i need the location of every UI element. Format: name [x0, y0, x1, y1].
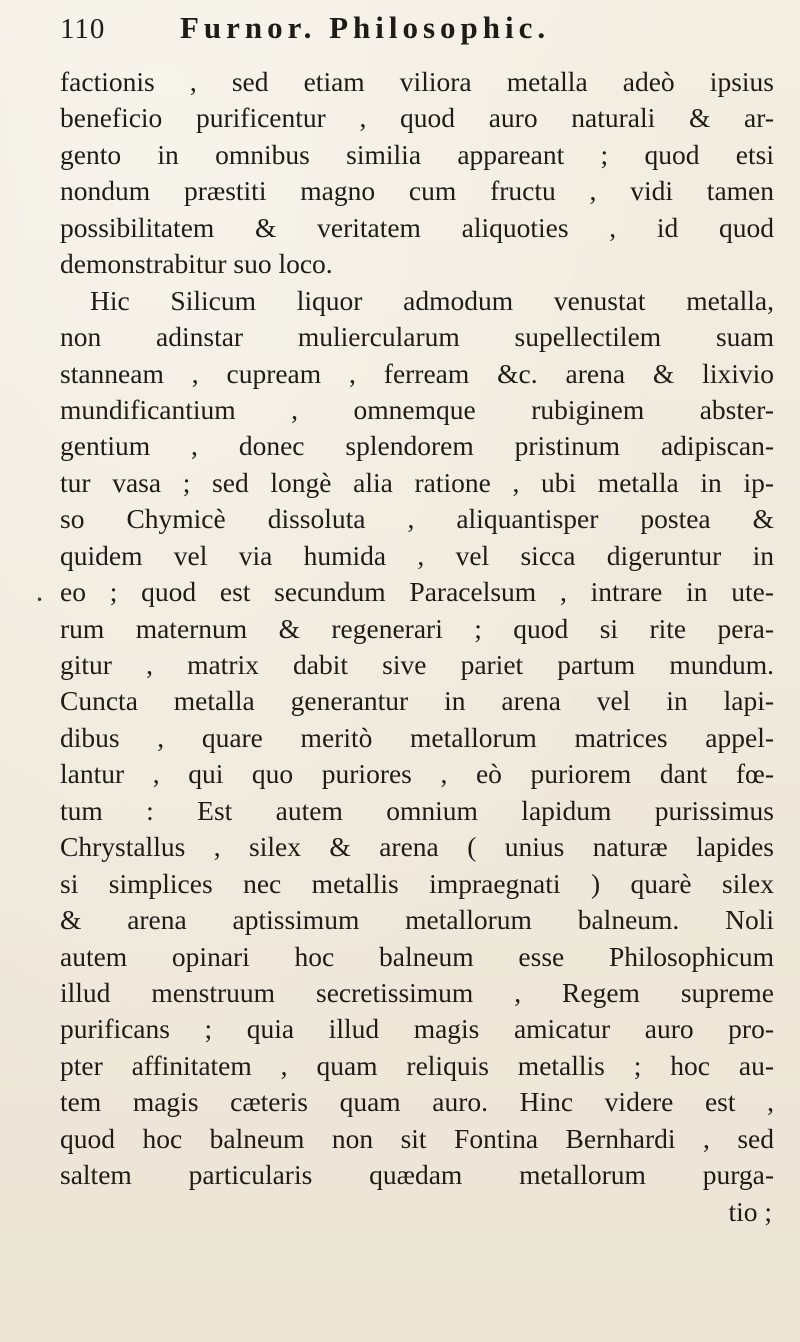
text-line: nondum præstiti magno cum fructu , vidi tamen [60, 175, 774, 207]
text-line: autem opinari hoc balneum esse Philosophicum [60, 940, 774, 972]
text-line: gento in omnibus similia appareant ; quod etsi [60, 138, 774, 170]
text-line: gitur , matrix dabit sive pariet partum mundum. [60, 649, 774, 680]
catchword: tio ; [728, 1195, 772, 1227]
text-line: saltem particularis quædam metallorum purga- [60, 1159, 774, 1191]
text-line: so Chymicè dissoluta , aliquantisper postea & [60, 503, 774, 535]
text-line: beneficio purificentur , quod auro naturali & ar- [60, 102, 774, 134]
text-line: quidem vel via humida , vel sicca digeruntur in [60, 539, 774, 571]
text-line: non adinstar muliercularum supellectilem suam [60, 321, 774, 353]
text-line: Chrystallus , silex & arena ( unius naturæ lapides [60, 831, 774, 863]
text-line: dibus , quare meritò metallorum matrices appel- [60, 721, 774, 753]
text-line: pter affinitatem , quam reliquis metallis ; hoc au- [60, 1049, 774, 1081]
text-line: tur vasa ; sed longè alia ratione , ubi metalla in ip- [60, 466, 774, 498]
text-line: stanneam , cupream , ferream &c. arena & lixivio [60, 357, 774, 389]
text-line: & arena aptissimum metallorum balneum. Noli [60, 904, 774, 936]
text-line: Cuncta metalla generantur in arena vel in lapi- [60, 685, 774, 717]
text-line: lantur , qui quo puriores , eò puriorem dant fœ- [60, 758, 774, 790]
text-line: mundificantium , omnemque rubiginem abster- [60, 393, 774, 425]
text-line: illud menstruum secretissimum , Regem supreme [60, 976, 774, 1008]
text-line: factionis , sed etiam viliora metalla adeò ipsius [60, 66, 774, 97]
text-line: si simplices nec metallis impraegnati ) quarè silex [60, 867, 774, 899]
running-head [60, 10, 774, 60]
running-title: Furnor. Philosophic. [180, 10, 551, 45]
text-line: gentium , donec splendorem pristinum adipiscan- [60, 430, 774, 462]
page-number: 110 [60, 13, 106, 45]
text-line: rum maternum & regenerari ; quod si rite pera- [60, 612, 774, 644]
text-line: tem magis cæteris quam auro. Hinc videre est , [60, 1086, 774, 1118]
text-line: demonstrabitur suo loco. [60, 248, 333, 280]
text-line: quod hoc balneum non sit Fontina Bernhardi , sed [60, 1122, 774, 1154]
text-line: Hic Silicum liquor admodum venustat metalla, [90, 284, 774, 316]
text-line: eo ; quod est secundum Paracelsum , intrare in ute- [60, 576, 774, 608]
text-line: tum : Est autem omnium lapidum purissimus [60, 794, 774, 826]
text-line: purificans ; quia illud magis amicatur auro pro- [60, 1013, 774, 1045]
text-line: possibilitatem & veritatem aliquoties , id quod [60, 211, 774, 243]
body-text [60, 64, 774, 1230]
margin-mark: • [36, 593, 44, 607]
